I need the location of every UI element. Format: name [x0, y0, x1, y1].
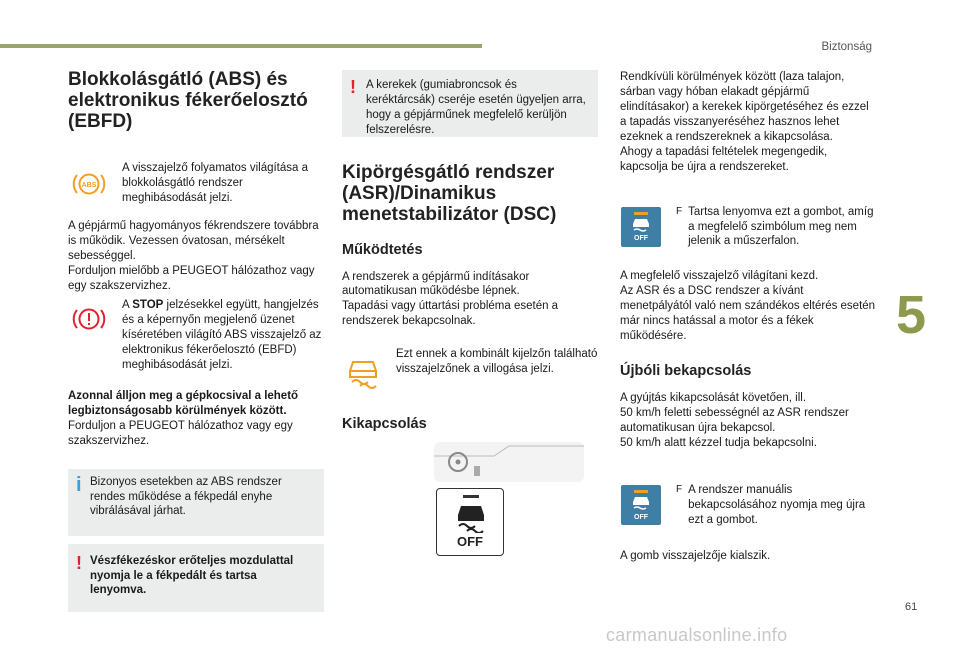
reenable-text: Ahogy a tapadási feltételek megengedik, kapcsolja be újra a rendszereket.	[620, 145, 828, 173]
brake-warning-icon	[68, 306, 110, 332]
skid-car-icon	[455, 503, 487, 533]
warning-icon: !	[350, 77, 356, 97]
abs-service-text: Forduljon mielőbb a PEUGEOT hálózathoz vagy egy szakszervizhez.	[68, 265, 315, 293]
info-note-vibration	[68, 469, 324, 536]
abs-warning-icon	[68, 171, 110, 197]
ebfd-warning-row	[68, 298, 324, 373]
header-bar	[0, 44, 482, 48]
reactivation-heading: Újbóli bekapcsolás	[620, 363, 752, 380]
watermark: carmanualsonline.info	[606, 625, 788, 645]
operation-heading: Működtetés	[342, 241, 423, 258]
stop-word: STOP	[132, 299, 164, 312]
column-asr-dsc	[342, 70, 598, 556]
deactivate-step	[676, 205, 876, 250]
step-bullet: F	[676, 205, 683, 217]
chapter-number: 5	[896, 285, 927, 345]
deactivation-heading: Kikapcsolás	[342, 416, 427, 433]
dsc-off-button[interactable]: OFF	[620, 207, 662, 247]
warning-icon: !	[76, 552, 82, 573]
reactivation-text-3: 50 km/h alatt kézzel tudja bekapcsolni.	[620, 436, 817, 449]
column-conditions	[620, 70, 876, 564]
reactivation-text-2: 50 km/h feletti sebességnél az ASR rendszer automatikusan újra bekapcsol.	[620, 406, 849, 434]
lamp-on-text: A megfelelő visszajelző világítani kezd.	[620, 270, 819, 283]
page-number: 61	[905, 601, 918, 613]
warning-note-text: Vészfékezéskor erőteljes mozdulattal nyomja le a fékpedált és tartsa lenyomva.	[90, 554, 294, 597]
column-abs	[68, 70, 324, 612]
dsc-off-button-2[interactable]: OFF	[620, 485, 662, 525]
dashboard-illustration	[434, 442, 584, 482]
off-label: OFF	[457, 534, 483, 550]
abs-warning-row	[68, 161, 324, 206]
deactivate-step-text: Tartsa lenyomva ezt a gombot, amíg a megfelelő szimbólum meg nem jelenik a műszerfalon.	[688, 205, 874, 248]
abs-title: Blokkolásgátló (ABS) és elektronikus fékerőelosztó (EBFD)	[68, 69, 308, 132]
stop-instruction: Azonnal álljon meg a gépkocsival a lehető legbiztonságosabb körülmények között.	[68, 389, 299, 417]
asr-dsc-title: Kipörgésgátló rendszer (ASR)/Dinamikus menetstabilizátor (DSC)	[342, 162, 557, 225]
dsc-lamp-text: Ezt ennek a kombinált kijelzőn található visszajelzőnek a villogása jelzi.	[396, 348, 598, 376]
operation-text-2: Tapadási vagy úttartási probléma esetén a rendszerek bekapcsolnak.	[342, 300, 559, 328]
dsc-lamp-row	[342, 347, 598, 377]
abs-fallback-text: A gépjármű hagyományos fékrendszere továbbra is működik. Vezessen óvatosan, mérsékelt sebességgel.	[68, 220, 319, 263]
ebfd-warning-text: A STOP jelzésekkel együtt, hangjelzés és a képernyőn megjelenő üzenet kíséretében világító ABS visszajelző az elektronikus fékerőelosztó (EBFD) meghibásodását jelzi.	[122, 299, 322, 371]
reactivate-step-text: A rendszer manuális bekapcsolásához nyomja meg újra ezt a gombot.	[688, 483, 866, 526]
abs-stop-advice	[68, 389, 324, 449]
lamp-off-text: A gomb visszajelzője kialszik.	[620, 550, 771, 563]
dsc-off-button-illustration[interactable]	[436, 488, 504, 556]
step-bullet: F	[676, 483, 683, 495]
button-led	[463, 495, 479, 498]
info-icon: i	[76, 473, 82, 496]
dsc-warning-icon	[342, 357, 384, 389]
reactivate-step-row	[620, 483, 876, 528]
deactivate-step-row	[620, 205, 876, 250]
service-instruction: Forduljon a PEUGEOT hálózathoz vagy egy szakszervizhez.	[68, 419, 293, 447]
operation-text-1: A rendszerek a gépjármű indításakor automatikusan működésbe lépnek.	[342, 270, 530, 298]
warning-note-tyres	[342, 70, 598, 137]
asr-dsc-effect-text: Az ASR és a DSC rendszer a kívánt menetpályától való nem szándékos eltérés esetén már nincs hatással a motor és a fékek működésére.	[620, 285, 876, 343]
svg-text:ABS: ABS	[81, 181, 97, 189]
warning-note-braking	[68, 544, 324, 612]
reactivate-step	[676, 483, 876, 528]
info-note-text: Bizonyos esetekben az ABS rendszer rendes működése a fékpedál enyhe vibrálásával járhat.	[90, 475, 282, 518]
conditions-text: Rendkívüli körülmények között (laza talajon, sárban vagy hóban elakadt gépjármű elindításakor) a kerekek kipörgetéséhez és ezzel a tapadás visszanyeréséhez hasznos lehet ezeknek a rendszereknek a kikapcsolása.	[620, 71, 869, 143]
section-label: Biztonság	[821, 41, 872, 53]
tyres-note-text: A kerekek (gumiabroncsok és keréktárcsák) cseréje esetén ügyeljen arra, hogy a gépjárműnek megfelelő kerüljön felszerelésre.	[366, 79, 586, 136]
abs-warning-text: A visszajelző folyamatos világítása a blokkolásgátló rendszer meghibásodását jelzi.	[122, 161, 309, 204]
reactivation-text-1: A gyújtás kikapcsolását követően, ill.	[620, 391, 807, 404]
